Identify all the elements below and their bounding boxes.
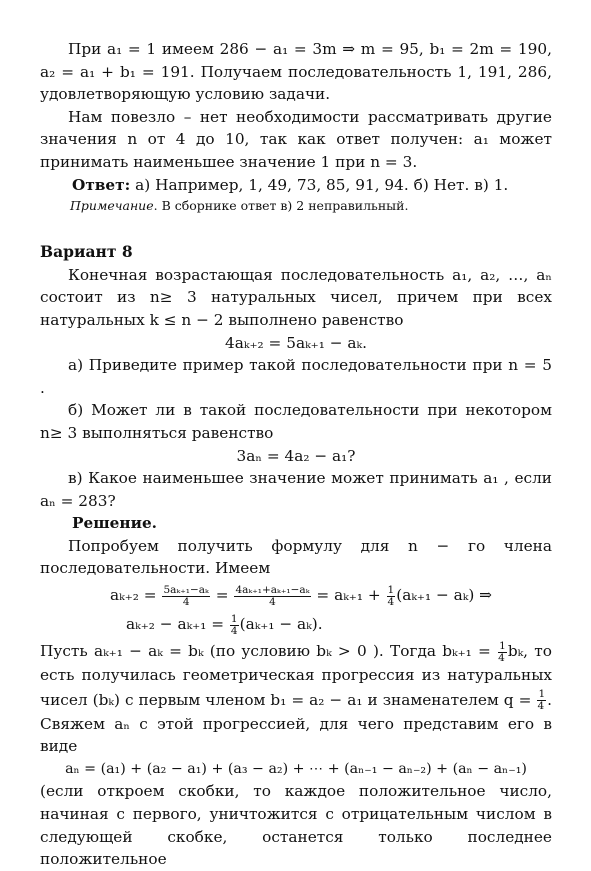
formula-2-tail: (aₖ₊₁ − aₖ).	[239, 615, 323, 634]
equation-1: 4aₖ₊₂ = 5aₖ₊₁ − aₖ.	[225, 333, 367, 352]
formula-2-lhs: aₖ₊₂ − aₖ₊₁ =	[126, 615, 225, 634]
solution-line-4	[40, 687, 552, 713]
solution-line-2-end: bₖ, то	[507, 642, 552, 661]
fraction-numerator: 1	[387, 583, 395, 596]
formula-2	[126, 610, 552, 638]
note-label: Примечание	[70, 198, 154, 214]
intro-line-2: a₂ = a₁ + b₁ = 191. Получаем последовательность 1, 191, 286,	[40, 62, 552, 81]
fraction-denominator: 4	[537, 700, 545, 713]
formula-2-fraction	[230, 614, 239, 637]
solution-line-7: (если откроем скобки, то каждое положительное число, начиная с первого, уничтожится с отрицательным числом в следующей скобке, останется только последнее положительное	[40, 782, 552, 869]
solution-line-2-text: Пусть aₖ₊₁ − aₖ = bₖ (по условию bₖ > 0 ). Тогда bₖ₊₁ =	[40, 642, 491, 661]
question-a: а) Приведите пример такой последовательности при n = 5 .	[40, 356, 552, 397]
solution-line-5: Свяжем aₙ с этой прогрессией, для чего представим его в виде	[40, 714, 552, 756]
fraction-numerator: 4aₖ₊₁+aₖ₊₁−aₖ	[235, 583, 310, 596]
intro-paragraph-2: Нам повезло – нет необходимости рассматривать другие значения n от 4 до 10, так как ответ получен: a₁ может принимать наименьшее значение 1 при n = 3.	[40, 107, 552, 171]
fraction-numerator: 1	[538, 688, 546, 701]
solution-line-4-text: чисел (bₖ) с первым членом b₁ = a₂ − a₁ и знаменателем q =	[40, 690, 532, 709]
fraction-numerator: 1	[230, 612, 238, 625]
fraction-denominator: 4	[498, 651, 505, 664]
problem-statement: Конечная возрастающая последовательность a₁, a₂, …, aₙ состоит из n≥ 3 натуральных чисел, причем при всех натуральных k ≤ n − 2 выполнено равенство	[40, 265, 552, 329]
fraction-numerator: 5aₖ₊₁−aₖ	[163, 583, 209, 596]
intro-line-1: При a₁ = 1 имеем 286 − a₁ = 3m ⇒ m = 95, b₁ = 2m = 190,	[68, 40, 552, 58]
question-c: в) Какое наименьшее значение может принимать a₁ , если aₙ = 283?	[40, 469, 552, 510]
fraction-denominator: 4	[182, 595, 190, 608]
fraction-denominator: 4	[230, 624, 238, 637]
answer-text: а) Например, 1, 49, 73, 85, 91, 94. б) Нет. в) 1.	[130, 175, 509, 194]
fraction-numerator: 1	[499, 639, 506, 652]
question-b: б) Может ли в такой последовательности при некотором n≥ 3 выполняться равенство	[40, 401, 552, 442]
intro-line-3: удовлетворяющую условию задачи.	[40, 85, 331, 104]
variant-title: Вариант 8	[40, 242, 133, 262]
formula-1-equals: =	[215, 586, 229, 605]
ratio-fraction	[498, 641, 507, 664]
formula-1-fraction-3	[387, 585, 396, 608]
formula-1	[110, 580, 552, 610]
answer-line	[72, 174, 552, 197]
solution-line-4-end: .	[547, 690, 552, 709]
formula-1-tail: (aₖ₊₁ − aₖ) ⇒	[396, 586, 492, 605]
formula-1-fraction-2	[234, 585, 310, 608]
answer-label: Ответ:	[72, 175, 131, 194]
fraction-denominator: 4	[387, 595, 395, 608]
note-line	[70, 197, 552, 215]
formula-1-lhs: aₖ₊₂ =	[110, 586, 157, 605]
solution-paragraph-1: Попробуем получить формулу для n − го члена последовательности. Имеем	[40, 536, 552, 578]
solution-line-2	[40, 638, 552, 664]
telescoping-sum: aₙ = (a₁) + (a₂ − a₁) + (a₃ − a₂) + ⋯ + (aₙ₋₁ − aₙ₋₂) + (aₙ − aₙ₋₁)	[65, 760, 527, 777]
solution-line-3: есть получилась геометрическая прогрессия из натуральных	[40, 666, 552, 685]
q-fraction	[537, 689, 546, 712]
fraction-denominator: 4	[269, 595, 276, 608]
solution-label: Решение.	[72, 514, 158, 533]
formula-1-fraction-1	[162, 585, 209, 608]
note-text: . В сборнике ответ в) 2 неправильный.	[153, 198, 409, 214]
document-page	[40, 38, 552, 871]
formula-1-rest: = aₖ₊₁ +	[316, 586, 381, 605]
equation-2: 3aₙ = 4a₂ − a₁?	[236, 446, 356, 465]
